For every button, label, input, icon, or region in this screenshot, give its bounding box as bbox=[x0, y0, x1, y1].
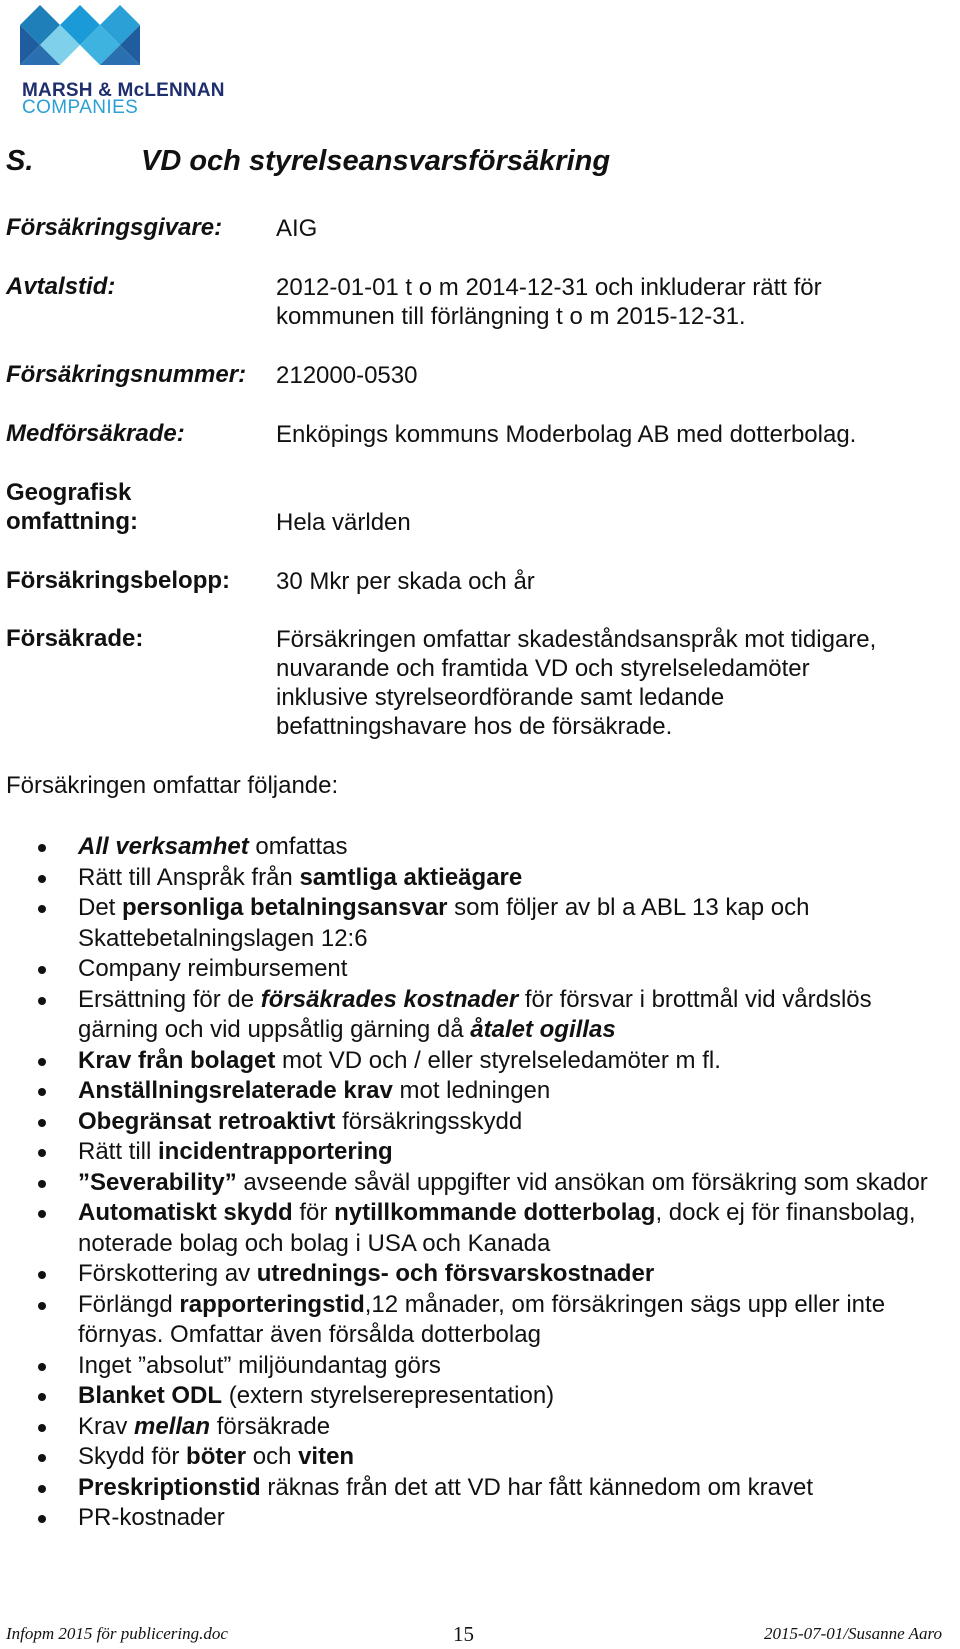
page-title: VD och styrelseansvarsförsäkring bbox=[141, 145, 611, 177]
bullet-icon bbox=[38, 1302, 46, 1310]
list-item-text: All verksamhet bbox=[78, 833, 249, 860]
list-item bbox=[38, 954, 938, 985]
list-item bbox=[38, 1168, 938, 1199]
footer-filename: Infopm 2015 för publicering.doc bbox=[6, 1624, 228, 1643]
list-item bbox=[38, 1351, 938, 1382]
list-item-text: PR-kostnader bbox=[78, 1504, 225, 1531]
list-item bbox=[38, 1412, 938, 1443]
list-item-text: Company reimbursement bbox=[78, 955, 348, 982]
insured-value bbox=[276, 625, 876, 741]
bullet-icon bbox=[38, 844, 46, 852]
bullet-icon bbox=[38, 1058, 46, 1066]
bullet-icon bbox=[38, 1515, 46, 1523]
insured-line: Försäkringen omfattar skadeståndsanspråk mot tidigare, bbox=[276, 626, 877, 653]
list-item-text: för bbox=[292, 1199, 335, 1226]
list-item bbox=[38, 893, 938, 954]
coverage-list bbox=[38, 832, 938, 1534]
list-item-text: Det bbox=[78, 894, 123, 921]
list-item bbox=[38, 1290, 938, 1351]
list-item bbox=[38, 1503, 938, 1534]
list-item-text: omfattas bbox=[248, 833, 348, 860]
amount-value: 30 Mkr per skada och år bbox=[276, 568, 535, 595]
geo-label-line: omfattning: bbox=[6, 508, 138, 535]
list-item bbox=[38, 832, 938, 863]
list-item-text: böter bbox=[186, 1443, 247, 1470]
period-line: 2012-01-01 t o m 2014-12-31 och inkluderar rätt för bbox=[276, 274, 822, 301]
list-item bbox=[38, 1198, 938, 1259]
list-item-text: Blanket ODL bbox=[78, 1382, 223, 1409]
list-item-text: Inget ”absolut” miljöundantag görs bbox=[78, 1351, 441, 1379]
list-item bbox=[38, 1046, 938, 1077]
bullet-icon bbox=[38, 1393, 46, 1401]
list-item bbox=[38, 1107, 938, 1138]
coinsured-value: Enköpings kommuns Moderbolag AB med dotterbolag. bbox=[276, 421, 857, 448]
list-item-text: Rätt till Anspråk från bbox=[78, 863, 300, 891]
list-item-text: Förskottering av bbox=[78, 1260, 257, 1287]
insurer-label: Försäkringsgivare: bbox=[6, 214, 223, 241]
bullet-icon bbox=[38, 1485, 46, 1493]
list-item bbox=[38, 1442, 938, 1473]
list-item-text: utrednings- och försvarskostnader bbox=[256, 1260, 655, 1287]
bullet-icon bbox=[38, 1271, 46, 1279]
insured-label: Försäkrade: bbox=[6, 625, 144, 652]
list-item-text: mot ledningen bbox=[392, 1077, 551, 1104]
list-item-text: Skydd för bbox=[78, 1443, 187, 1470]
insured-line: nuvarande och framtida VD och styrelseledamöter bbox=[276, 655, 810, 682]
list-item-text: Ersättning för de bbox=[78, 985, 261, 1013]
coinsured-label: Medförsäkrade: bbox=[6, 420, 185, 447]
insured-line: befattningshavare hos de försäkrade. bbox=[276, 713, 673, 740]
list-item-text: Anställningsrelaterade krav bbox=[78, 1077, 393, 1104]
logo-name-line2: COMPANIES bbox=[22, 97, 139, 118]
period-value bbox=[276, 273, 822, 331]
list-item-text: , dock ej för finansbolag, noterade bolag och bolag i USA och Kanada bbox=[78, 1199, 916, 1257]
bullet-icon bbox=[38, 1424, 46, 1432]
period-label: Avtalstid: bbox=[6, 273, 116, 300]
list-item-text: personliga betalningsansvar bbox=[122, 894, 448, 921]
list-item-text: och bbox=[246, 1443, 299, 1470]
list-item-text: Krav från bolaget bbox=[78, 1046, 276, 1074]
list-item-text: Förlängd bbox=[78, 1290, 180, 1318]
list-item-text: mellan bbox=[134, 1412, 211, 1440]
list-item-text: Krav bbox=[78, 1412, 135, 1440]
bullet-icon bbox=[38, 1119, 46, 1127]
list-item bbox=[38, 1076, 938, 1107]
list-item-text: samtliga aktieägare bbox=[299, 863, 523, 891]
list-item-text: nytillkommande dotterbolag bbox=[334, 1199, 656, 1226]
coverage-intro: Försäkringen omfattar följande: bbox=[6, 772, 339, 799]
list-item-text: räknas från det att VD har fått kännedom om kravet bbox=[260, 1473, 813, 1501]
geo-value: Hela världen bbox=[276, 509, 411, 536]
list-item bbox=[38, 985, 938, 1046]
geo-label bbox=[6, 478, 138, 536]
list-item-text: Automatiskt skydd bbox=[78, 1199, 293, 1226]
list-item-text: mot VD och / eller styrelseledamöter m fl. bbox=[275, 1046, 721, 1074]
list-item bbox=[38, 1259, 938, 1290]
list-item-text: (extern styrelserepresentation) bbox=[222, 1382, 555, 1409]
bullet-icon bbox=[38, 1363, 46, 1371]
logo-name-line1: MARSH & McLENNAN bbox=[22, 80, 225, 101]
section-letter: S. bbox=[6, 145, 34, 177]
list-item-text: incidentrapportering bbox=[158, 1138, 393, 1165]
bullet-icon bbox=[38, 1454, 46, 1462]
list-item-text: försäkrade bbox=[210, 1412, 331, 1440]
period-line: kommunen till förlängning t o m 2015-12-31. bbox=[276, 303, 746, 330]
list-item bbox=[38, 1137, 938, 1168]
list-item-text: avseende såväl uppgifter vid ansökan om försäkring som skador bbox=[236, 1168, 928, 1196]
policy-number-label: Försäkringsnummer: bbox=[6, 361, 247, 388]
bullet-icon bbox=[38, 1210, 46, 1218]
list-item-text: åtalet ogillas bbox=[470, 1016, 616, 1043]
page-number: 15 bbox=[453, 1622, 474, 1646]
bullet-icon bbox=[38, 875, 46, 883]
list-item bbox=[38, 1473, 938, 1504]
insurer-value: AIG bbox=[276, 215, 318, 242]
policy-number-value: 212000-0530 bbox=[276, 362, 418, 389]
list-item-text: ,12 månader, om försäkringen sägs upp eller inte förnyas. Omfattar även försålda dotterbolag bbox=[78, 1290, 886, 1348]
list-item bbox=[38, 863, 938, 894]
bullet-icon bbox=[38, 1149, 46, 1157]
list-item-text: Obegränsat retroaktivt bbox=[78, 1107, 336, 1135]
list-item-text: försäkringsskydd bbox=[335, 1107, 523, 1135]
footer-date-author: 2015-07-01/Susanne Aaro bbox=[763, 1624, 942, 1643]
list-item-text: rapporteringstid bbox=[179, 1290, 365, 1318]
list-item-text: Preskriptionstid bbox=[78, 1473, 261, 1501]
bullet-icon bbox=[38, 997, 46, 1005]
geo-label-line: Geografisk bbox=[6, 479, 132, 506]
bullet-icon bbox=[38, 1088, 46, 1096]
bullet-icon bbox=[38, 1180, 46, 1188]
list-item bbox=[38, 1381, 938, 1412]
list-item-text: som följer av bl a ABL 13 kap och Skattebetalningslagen 12:6 bbox=[78, 894, 810, 952]
list-item-text: viten bbox=[298, 1443, 355, 1470]
list-item-text: försäkrades kostnader bbox=[260, 985, 519, 1013]
list-item-text: för försvar i brottmål vid vårdslös gärning och vid uppsåtlig gärning då bbox=[78, 985, 872, 1043]
bullet-icon bbox=[38, 966, 46, 974]
bullet-icon bbox=[38, 905, 46, 913]
amount-label: Försäkringsbelopp: bbox=[6, 567, 231, 594]
list-item-text: ”Severability” bbox=[78, 1168, 237, 1196]
list-item-text: Rätt till bbox=[78, 1138, 159, 1165]
insured-line: inklusive styrelseordförande samt ledande bbox=[276, 684, 725, 711]
